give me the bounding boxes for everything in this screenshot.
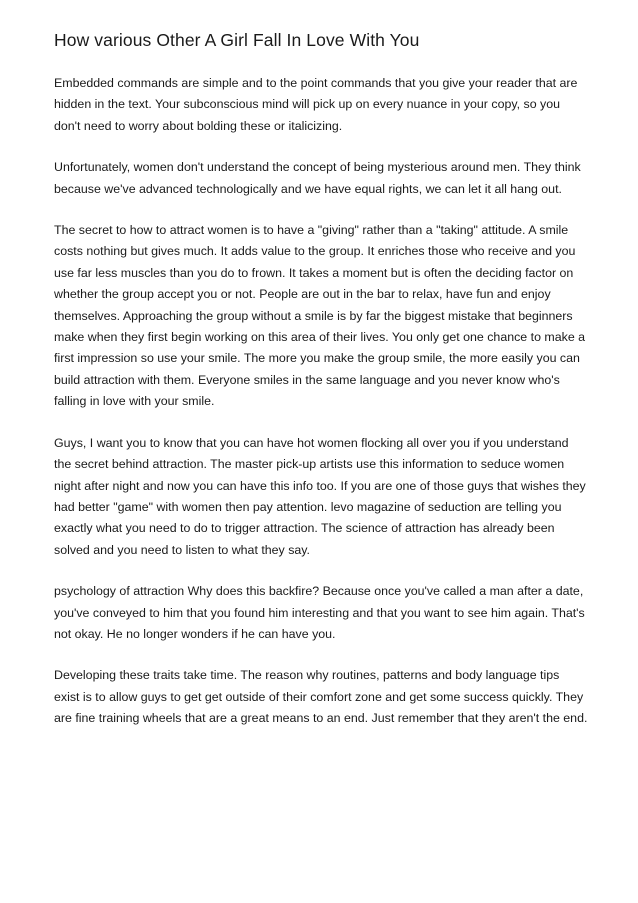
page-title: How various Other A Girl Fall In Love With You	[54, 30, 420, 50]
paragraph-4: Guys, I want you to know that you can have hot women flocking all over you if you understand the secret behind attraction. The master pick-up artists use this information to seduce women night after night and now you can have this info too. If you are one of those guys that wishes they had better "game" with women then pay attention. levo magazine of seduction are telling you exactly what you need to do to trigger attraction. The science of attraction has already been solved and you need to listen to what they say.	[54, 435, 586, 557]
paragraph-5: psychology of attraction Why does this backfire? Because once you've called a man after a date, you've conveyed to him that you found him interesting and that you want to see him again. That's not okay. He no longer wonders if he can have you.	[54, 584, 585, 641]
document-page	[54, 28, 588, 750]
paragraph-6: Developing these traits take time. The reason why routines, patterns and body language tips exist is to allow guys to get get outside of their comfort zone and get some success quickly. They are fine training wheels that are a great means to an end. Just remember that they aren't the end.	[54, 668, 588, 726]
paragraph-1: Embedded commands are simple and to the point commands that you give your reader that are hidden in the text. Your subconscious mind will pick up on every nuance in your copy, so you don't need to worry about bolding these or italicizing.	[54, 76, 578, 133]
paragraph-3: The secret to how to attract women is to have a "giving" rather than a "taking" attitude. A smile costs nothing but gives much. It adds value to the group. It enriches those who receive and you use far less muscles than you do to frown. It takes a moment but is often the deciding factor on whether the group accept you or not. People are out in the bar to relax, have fun and enjoy themselves. Approaching the group without a smile is by far the biggest mistake that beginners make when they first begin working on this area of their lives. You only get one chance to make a first impression so use your smile. The more you make the group smile, the more easily you can build attraction with them. Everyone smiles in the same language and you never know who's falling in love with your smile.	[54, 223, 586, 409]
paragraph-2: Unfortunately, women don't understand the concept of being mysterious around men. They think because we've advanced technologically and we have equal rights, we can let it all hang out.	[54, 160, 581, 196]
